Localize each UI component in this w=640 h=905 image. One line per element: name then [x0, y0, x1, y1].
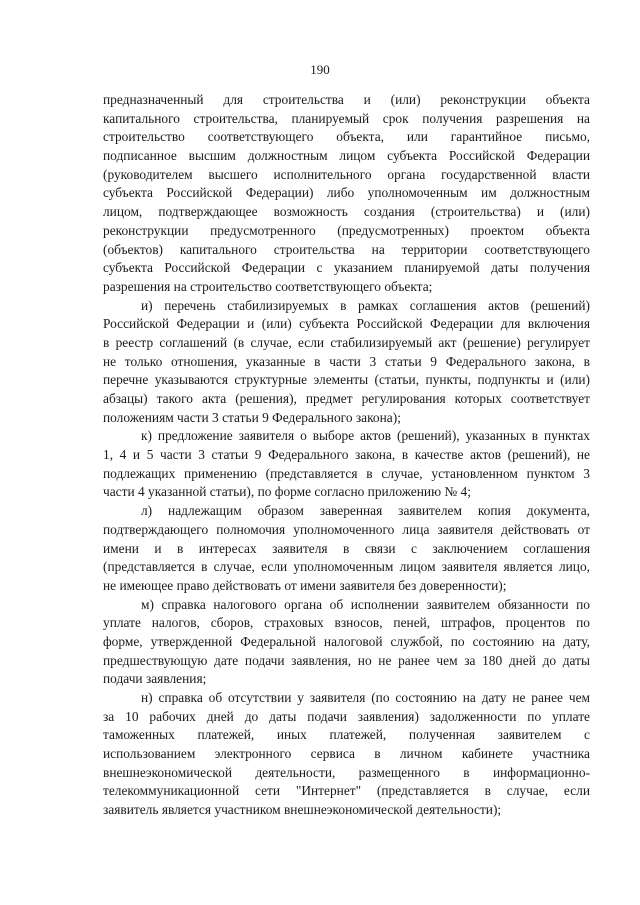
- document-body: [103, 91, 590, 820]
- text-line: разрешения на строительство соответствующего объекта;: [103, 278, 433, 294]
- page-number: 190: [310, 62, 330, 77]
- paragraph-item-k: [103, 427, 590, 502]
- paragraph-item-m: [103, 596, 590, 689]
- text-line: положениям части 3 статьи 9 Федерального закона);: [103, 409, 401, 425]
- text-line: н) справка об отсутствии у заявителя (по состоянию на дату не ранее чем: [141, 690, 590, 705]
- text-line: л) надлежащим образом заверенная заявителем копия документа,: [141, 503, 590, 519]
- text-line: капитального строительства, планируемый срок получения разрешения на: [103, 110, 590, 126]
- text-line: перечне указываются структурные элементы (статьи, пункты, подпункты и (или): [103, 372, 590, 388]
- text-line: подписанное высшим должностным лицом субъекта Российской Федерации: [103, 148, 590, 164]
- text-line: лицом, подтверждающее возможность создания (строительства) и (или): [103, 204, 590, 220]
- text-line: (руководителем высшего исполнительного органа государственной власти: [103, 166, 590, 182]
- text-line: субъекта Российской Федерации) либо уполномоченным им должностным: [103, 185, 590, 201]
- text-line: к) предложение заявителя о выборе актов (решений), указанных в пунктах: [141, 428, 590, 444]
- text-line: Российской Федерации и (или) субъекта Российской Федерации для включения: [103, 316, 590, 332]
- text-line: в реестр соглашений (в случае, если стабилизируемый акт (решение) регулирует: [103, 334, 590, 350]
- text-line: строительство соответствующего объекта, или гарантийное письмо,: [103, 129, 590, 145]
- text-line: таможенных платежей, иных платежей, полученная заявителем с: [103, 727, 590, 743]
- paragraph-item-i: [103, 297, 590, 428]
- text-line: субъекта Российской Федерации с указанием планируемой даты получения: [103, 260, 590, 276]
- text-line: уплате налогов, сборов, страховых взносов, пеней, штрафов, процентов по: [103, 615, 590, 631]
- text-line: 1, 4 и 5 части 3 статьи 9 Федерального закона, в качестве актов (решений), не: [103, 447, 590, 463]
- text-line: не имеющее право действовать от имени заявителя без доверенности);: [103, 577, 507, 593]
- text-line: предназначенный для строительства и (или) реконструкции объекта: [103, 92, 590, 107]
- paragraph-continuation: [103, 91, 590, 297]
- text-line: подачи заявления;: [103, 671, 207, 687]
- text-line: подлежащих применению (представляется в случае, установленном пунктом 3: [103, 465, 590, 481]
- text-line: не только отношения, указанные в части 3 статьи 9 Федерального закона, в: [103, 353, 590, 369]
- text-line: внешнеэкономической деятельности, размещенного в информационно-: [103, 764, 590, 780]
- text-line: предшествующую дате подачи заявления, но не ранее чем за 180 дней до даты: [103, 652, 590, 668]
- text-line: части 4 указанной статьи), по форме согласно приложению № 4;: [103, 484, 471, 500]
- text-line: реконструкции предусмотренного (предусмотренных) проектом объекта: [103, 222, 590, 238]
- text-line: форме, утвержденной Федеральной налоговой службой, по состоянию на дату,: [103, 633, 590, 649]
- text-line: заявитель является участником внешнеэкономической деятельности);: [103, 802, 502, 818]
- text-line: использованием электронного сервиса в личном кабинете участника: [103, 746, 590, 762]
- paragraph-item-l: [103, 502, 590, 595]
- text-line: телекоммуникационной сети "Интернет" (представляется в случае, если: [103, 783, 590, 799]
- text-line: (объектов) капитального строительства на территории соответствующего: [103, 241, 590, 257]
- text-line: за 10 рабочих дней до даты подачи заявления) задолженности по уплате: [103, 708, 590, 724]
- text-line: (представляется в случае, если уполномоченным лицом заявителя является лицо,: [103, 559, 590, 575]
- text-line: и) перечень стабилизируемых в рамках соглашения актов (решений): [141, 297, 590, 313]
- text-line: м) справка налогового органа об исполнении заявителем обязанности по: [141, 596, 590, 612]
- text-line: подтверждающего полномочия уполномоченного лица заявителя действовать от: [103, 521, 590, 537]
- paragraph-item-n: [103, 689, 590, 820]
- text-line: имени и в интересах заявителя в связи с заключением соглашения: [103, 540, 590, 556]
- text-line: абзацы) такого акта (решения), предмет регулирования которых соответствует: [103, 391, 590, 406]
